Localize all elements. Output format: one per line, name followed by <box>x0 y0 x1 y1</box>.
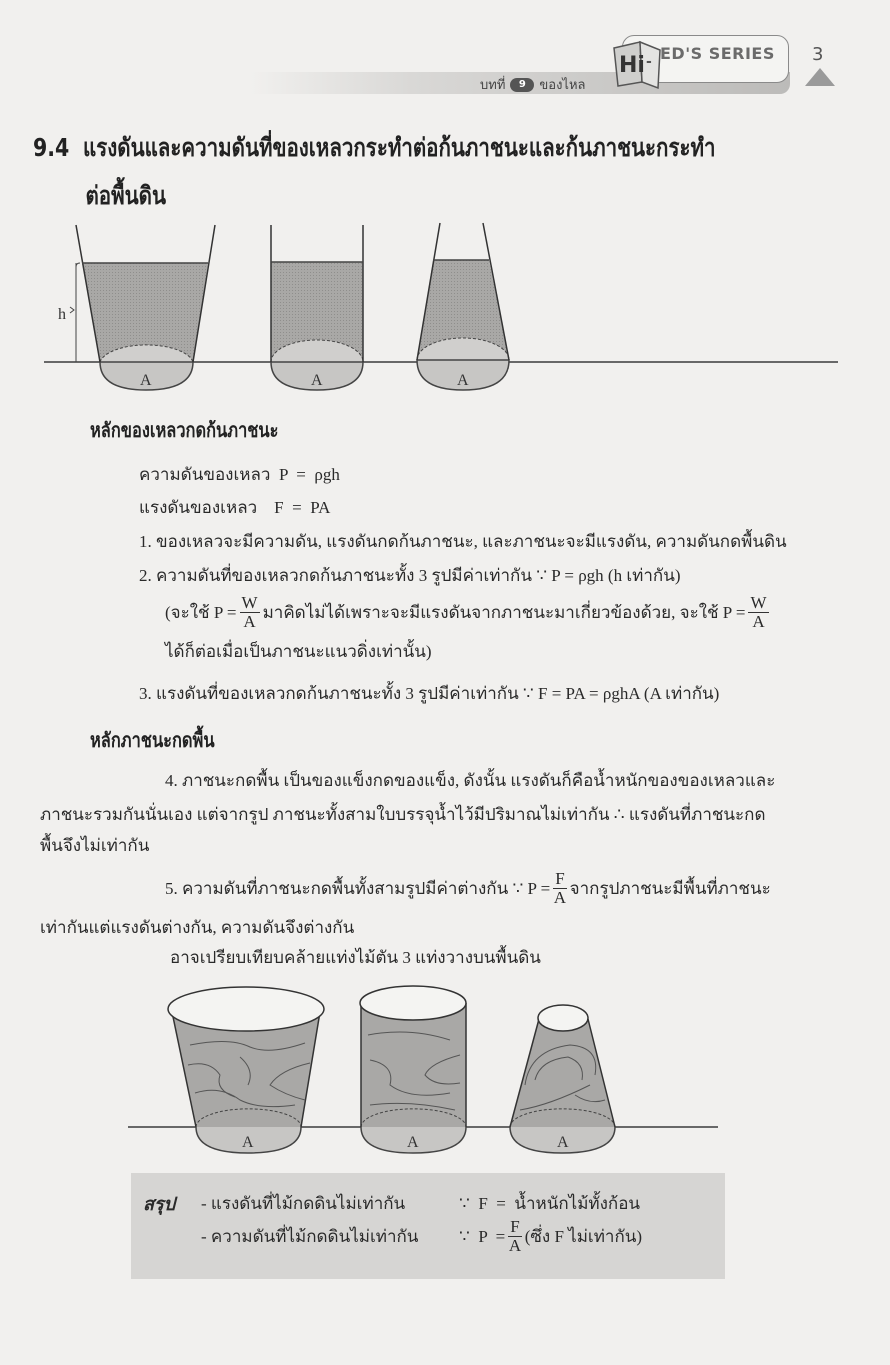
svg-text:A: A <box>242 1134 254 1151</box>
liquid-item-1: 1. ของเหลวจะมีความดัน, แรงดันกดก้นภาชนะ, และภาชนะจะมีแรงดัน, ความดันกดพื้นดิน <box>139 532 787 551</box>
chapter-number-badge: 9 <box>510 78 534 92</box>
liquid-containers-figure <box>40 215 840 395</box>
section-title-line2: ต่อพื้นดิน <box>85 181 166 210</box>
container-wide-top <box>58 225 215 390</box>
section-number: 9.4 <box>33 133 70 162</box>
summary-label: สรุป <box>143 1194 176 1214</box>
series-name: ED'S SERIES <box>660 44 775 63</box>
section-title-line1: แรงดันและความดันที่ของเหลวกระทำต่อก้นภาชนะและก้นภาชนะกระทำ <box>83 133 716 162</box>
container-narrow-top <box>417 223 509 390</box>
fraction-f-over-a: $\frac{F}{A}$ <box>553 869 567 907</box>
book-logo-icon <box>612 38 664 90</box>
container-item-5-line3: อาจเปรียบเทียบคล้ายแท่งไม้ตัน 3 แท่งวางบนพื้นดิน <box>170 948 541 967</box>
fraction-w-over-a: $\frac{W}{A}$ <box>750 593 767 631</box>
container-item-4-line2: ภาชนะรวมกันนั่นเอง แต่จากรูป ภาชนะทั้งสามใบบรรจุน้ำไว้มีปริมาณไม่เท่ากัน ∴ แรงดันที่ภาชนะกด <box>40 805 766 824</box>
log-cylinder <box>360 986 466 1153</box>
liquid-item-2-note: (จะใช้ P = $\frac{W}{A}$ มาคิดไม่ได้เพราะจะมีแรงดันจากภาชนะมาเกี่ยวข้องด้วย, จะใช้ P = $\frac{W}{A}$ <box>165 593 767 631</box>
svg-text:A: A <box>457 372 469 389</box>
chapter-prefix: บทที่ <box>480 78 506 93</box>
fraction-w-over-a: $\frac{W}{A}$ <box>241 593 258 631</box>
svg-text:A: A <box>557 1134 569 1151</box>
svg-text:A: A <box>140 372 152 389</box>
page-number: 3 <box>812 44 824 65</box>
container-principle-heading: หลักภาชนะกดพื้น <box>90 728 215 752</box>
svg-text:A: A <box>407 1134 419 1151</box>
summary-line-1: สรุป - แรงดันที่ไม้กดดินไม่เท่ากัน ∵ F = น้ำหนักไม้ทั้งก้อน <box>143 1189 640 1218</box>
triangle-icon <box>805 68 835 86</box>
height-label: h <box>58 306 66 323</box>
chapter-label <box>480 74 586 95</box>
container-item-5-line2: เท่ากันแต่แรงดันต่างกัน, ความดันจึงต่างกัน <box>40 918 355 937</box>
svg-text:A: A <box>311 372 323 389</box>
container-cylinder <box>271 225 363 390</box>
wooden-logs-figure <box>120 975 720 1155</box>
fraction-f-over-a: $\frac{F}{A}$ <box>508 1217 522 1255</box>
container-item-4-line1: 4. ภาชนะกดพื้น เป็นของแข็งกดของแข็ง, ดังนั้น แรงดันก็คือน้ำหนักของของเหลวและ <box>165 771 776 790</box>
liquid-principle-heading: หลักของเหลวกดก้นภาชนะ <box>90 418 279 442</box>
container-item-5: 5. ความดันที่ภาชนะกดพื้นทั้งสามรูปมีค่าต่างกัน ∵ P = $\frac{F}{A}$ จากรูปภาชนะมีพื้นที่ภาชนะ <box>165 869 771 907</box>
log-wide-top <box>168 987 324 1153</box>
formula-force: แรงดันของเหลว F = PA <box>139 498 331 517</box>
svg-text:-: - <box>646 54 652 70</box>
liquid-item-3: 3. แรงดันที่ของเหลวกดก้นภาชนะทั้ง 3 รูปมีค่าเท่ากัน ∵ F = PA = ρghA (A เท่ากัน) <box>139 684 720 703</box>
chapter-title: ของไหล <box>539 78 586 93</box>
section-title <box>33 124 853 220</box>
liquid-item-2-note-end: ได้ก็ต่อเมื่อเป็นภาชนะแนวดิ่งเท่านั้น) <box>165 642 432 661</box>
log-narrow-top <box>510 1005 615 1153</box>
summary-line-2: - ความดันที่ไม้กดดินไม่เท่ากัน ∵ P = $\frac{F}{A}$ (ซึ่ง F ไม่เท่ากัน) <box>201 1217 643 1255</box>
container-item-4-line3: พื้นจึงไม่เท่ากัน <box>40 836 150 855</box>
svg-text:Hi: Hi <box>619 53 645 78</box>
formula-pressure: ความดันของเหลว P = ρgh <box>139 465 340 484</box>
liquid-item-2: 2. ความดันที่ของเหลวกดก้นภาชนะทั้ง 3 รูปมีค่าเท่ากัน ∵ P = ρgh (h เท่ากัน) <box>139 566 681 585</box>
